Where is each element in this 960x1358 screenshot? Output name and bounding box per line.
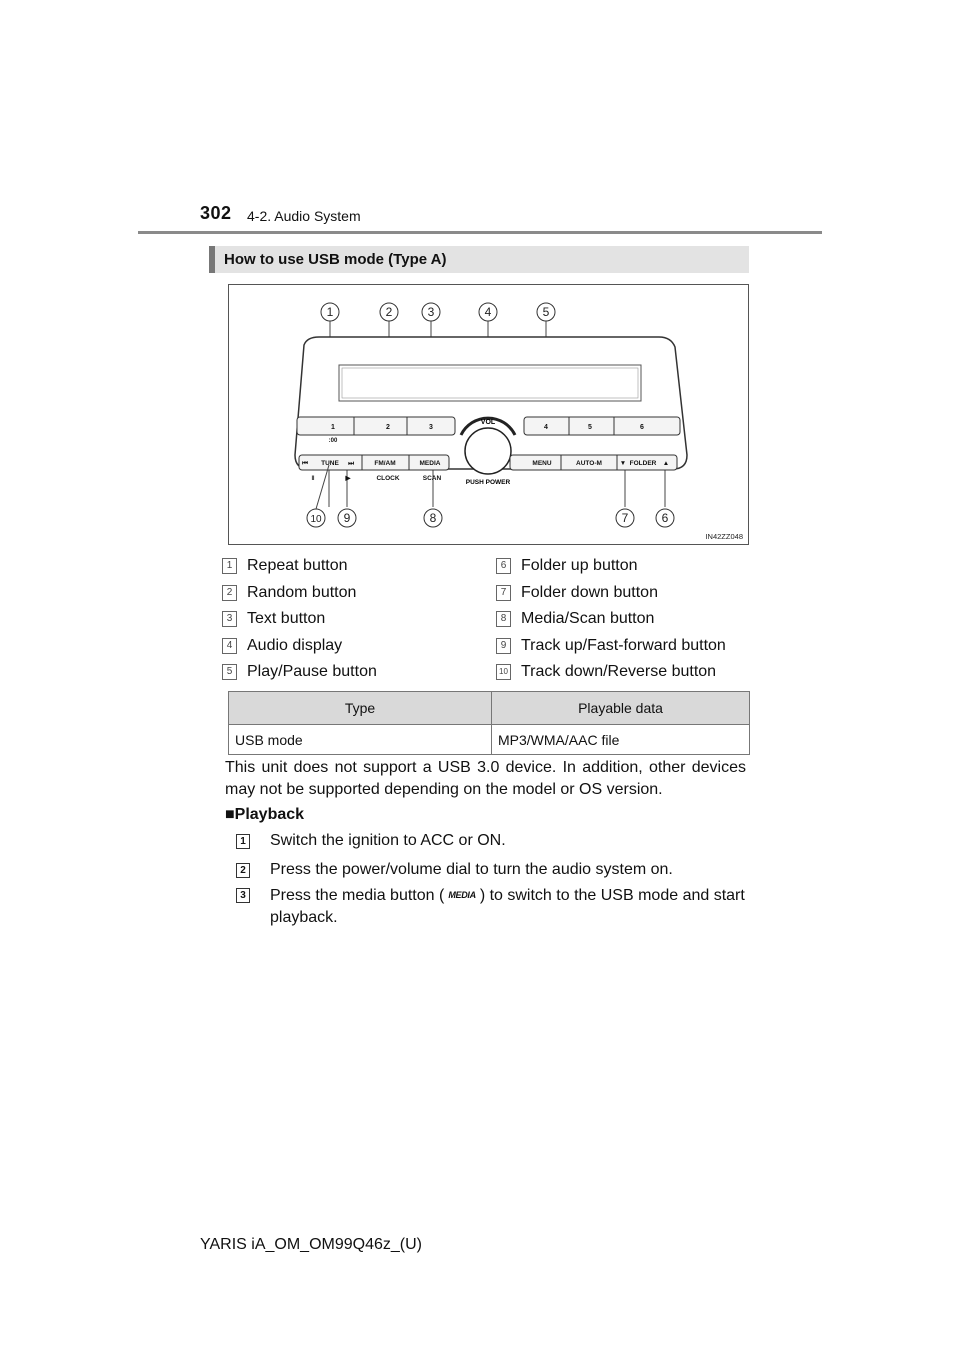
usb-support-note: This unit does not support a USB 3.0 device. In addition, other devices may not be supported depending on the model or OS version.	[225, 759, 746, 798]
step-item	[236, 830, 751, 852]
legend-label: Folder up button	[521, 557, 638, 574]
figure-code: IN42ZZ048	[705, 532, 743, 541]
step-number: 3	[236, 888, 250, 903]
playback-heading: ■Playback	[225, 806, 305, 823]
folder-label: FOLDER	[629, 460, 657, 467]
page-number: 302	[200, 203, 232, 223]
step-item	[236, 859, 751, 881]
legend-item	[496, 663, 716, 681]
tune-up-icon: ⏭	[348, 460, 354, 467]
vol-label: VOL	[480, 419, 496, 426]
step-text	[236, 884, 751, 929]
scan-label: SCAN	[422, 475, 442, 482]
preset-4-label: 4	[544, 424, 548, 431]
legend-label: Audio display	[247, 637, 343, 654]
legend-label: Play/Pause button	[247, 663, 377, 680]
media-button-icon: MEDIA	[448, 890, 476, 900]
legend-label: Media/Scan button	[521, 610, 655, 627]
legend-item	[496, 557, 638, 575]
legend-item	[222, 557, 348, 575]
sub-label-00: :00	[328, 438, 338, 444]
table-header-cell: Playable data	[492, 692, 750, 725]
table-cell: MP3/WMA/AAC file	[492, 725, 750, 755]
legend-number: 7	[496, 585, 511, 601]
section-heading: How to use USB mode (Type A)	[224, 251, 447, 268]
folder-up-icon: ▲	[662, 460, 670, 467]
legend-label: Repeat button	[247, 557, 348, 574]
playable-data-table	[228, 691, 750, 755]
step-text-after: ) to switch to the USB mode and start playback.	[270, 887, 745, 926]
step-number: 2	[236, 863, 250, 878]
preset-3-label: 3	[429, 424, 433, 431]
legend-item	[222, 663, 377, 681]
step-text-before: Press the media button (	[270, 887, 445, 904]
legend-number: 6	[496, 558, 511, 574]
legend-number: 8	[496, 611, 511, 627]
legend-number: 3	[222, 611, 237, 627]
legend-label: Track down/Reverse button	[521, 663, 717, 680]
callout-10: 10	[310, 514, 322, 525]
preset-6-label: 6	[640, 424, 644, 431]
step-number: 1	[236, 834, 250, 849]
legend-number: 10	[496, 664, 511, 680]
step-text: Press the power/volume dial to turn the audio system on.	[270, 861, 673, 878]
play-icon: ▶	[345, 475, 351, 482]
callout-4: 4	[484, 305, 492, 319]
media-label: MEDIA	[419, 460, 441, 467]
tune-label: TUNE	[321, 460, 339, 467]
legend-item	[222, 610, 325, 628]
fm-am-label: FM/AM	[374, 460, 396, 467]
callout-2: 2	[385, 305, 393, 319]
audio-panel-figure	[228, 284, 749, 545]
legend-number: 2	[222, 585, 237, 601]
table-header-row	[229, 692, 750, 725]
legend-item	[222, 637, 342, 655]
legend-label: Folder down button	[521, 584, 658, 601]
audio-panel-illustration	[229, 285, 748, 544]
table-header-cell: Type	[229, 692, 492, 725]
preset-5-label: 5	[588, 424, 592, 431]
step-item	[236, 884, 751, 929]
table-row	[229, 725, 750, 755]
push-power-label: PUSH POWER	[465, 479, 511, 486]
audio-display	[339, 365, 641, 401]
legend-number: 5	[222, 664, 237, 680]
folder-down-icon: ▼	[619, 460, 627, 467]
legend-item	[496, 610, 654, 628]
legend-number: 4	[222, 638, 237, 654]
legend-label: Track up/Fast-forward button	[521, 637, 726, 654]
callout-1: 1	[326, 305, 334, 319]
step-text: Switch the ignition to ACC or ON.	[270, 832, 506, 849]
section-title: 4-2. Audio System	[247, 208, 361, 224]
callout-5: 5	[542, 305, 550, 319]
leader-line	[316, 465, 329, 509]
callout-3: 3	[427, 305, 435, 319]
callout-8: 8	[429, 511, 437, 525]
legend-number: 9	[496, 638, 511, 654]
header-divider	[138, 231, 822, 234]
clock-label: CLOCK	[376, 475, 400, 482]
legend-label: Text button	[247, 610, 326, 627]
table-cell: USB mode	[229, 725, 492, 755]
tune-down-icon: ⏮	[302, 460, 308, 467]
preset-1-label: 1	[331, 424, 335, 431]
menu-label: MENU	[532, 460, 552, 467]
callout-6: 6	[661, 511, 669, 525]
callout-7: 7	[621, 511, 629, 525]
footer-doc-code: YARIS iA_OM_OM99Q46z_(U)	[200, 1236, 422, 1253]
legend-number: 1	[222, 558, 237, 574]
legend-item	[222, 584, 356, 602]
legend-item	[496, 637, 726, 655]
preset-2-label: 2	[386, 424, 390, 431]
pause-icon: ‖	[311, 475, 315, 482]
auto-m-label: AUTO-M	[576, 460, 602, 467]
legend-item	[496, 584, 658, 602]
legend-label: Random button	[247, 584, 357, 601]
volume-dial	[465, 428, 511, 474]
callout-9: 9	[343, 511, 351, 525]
